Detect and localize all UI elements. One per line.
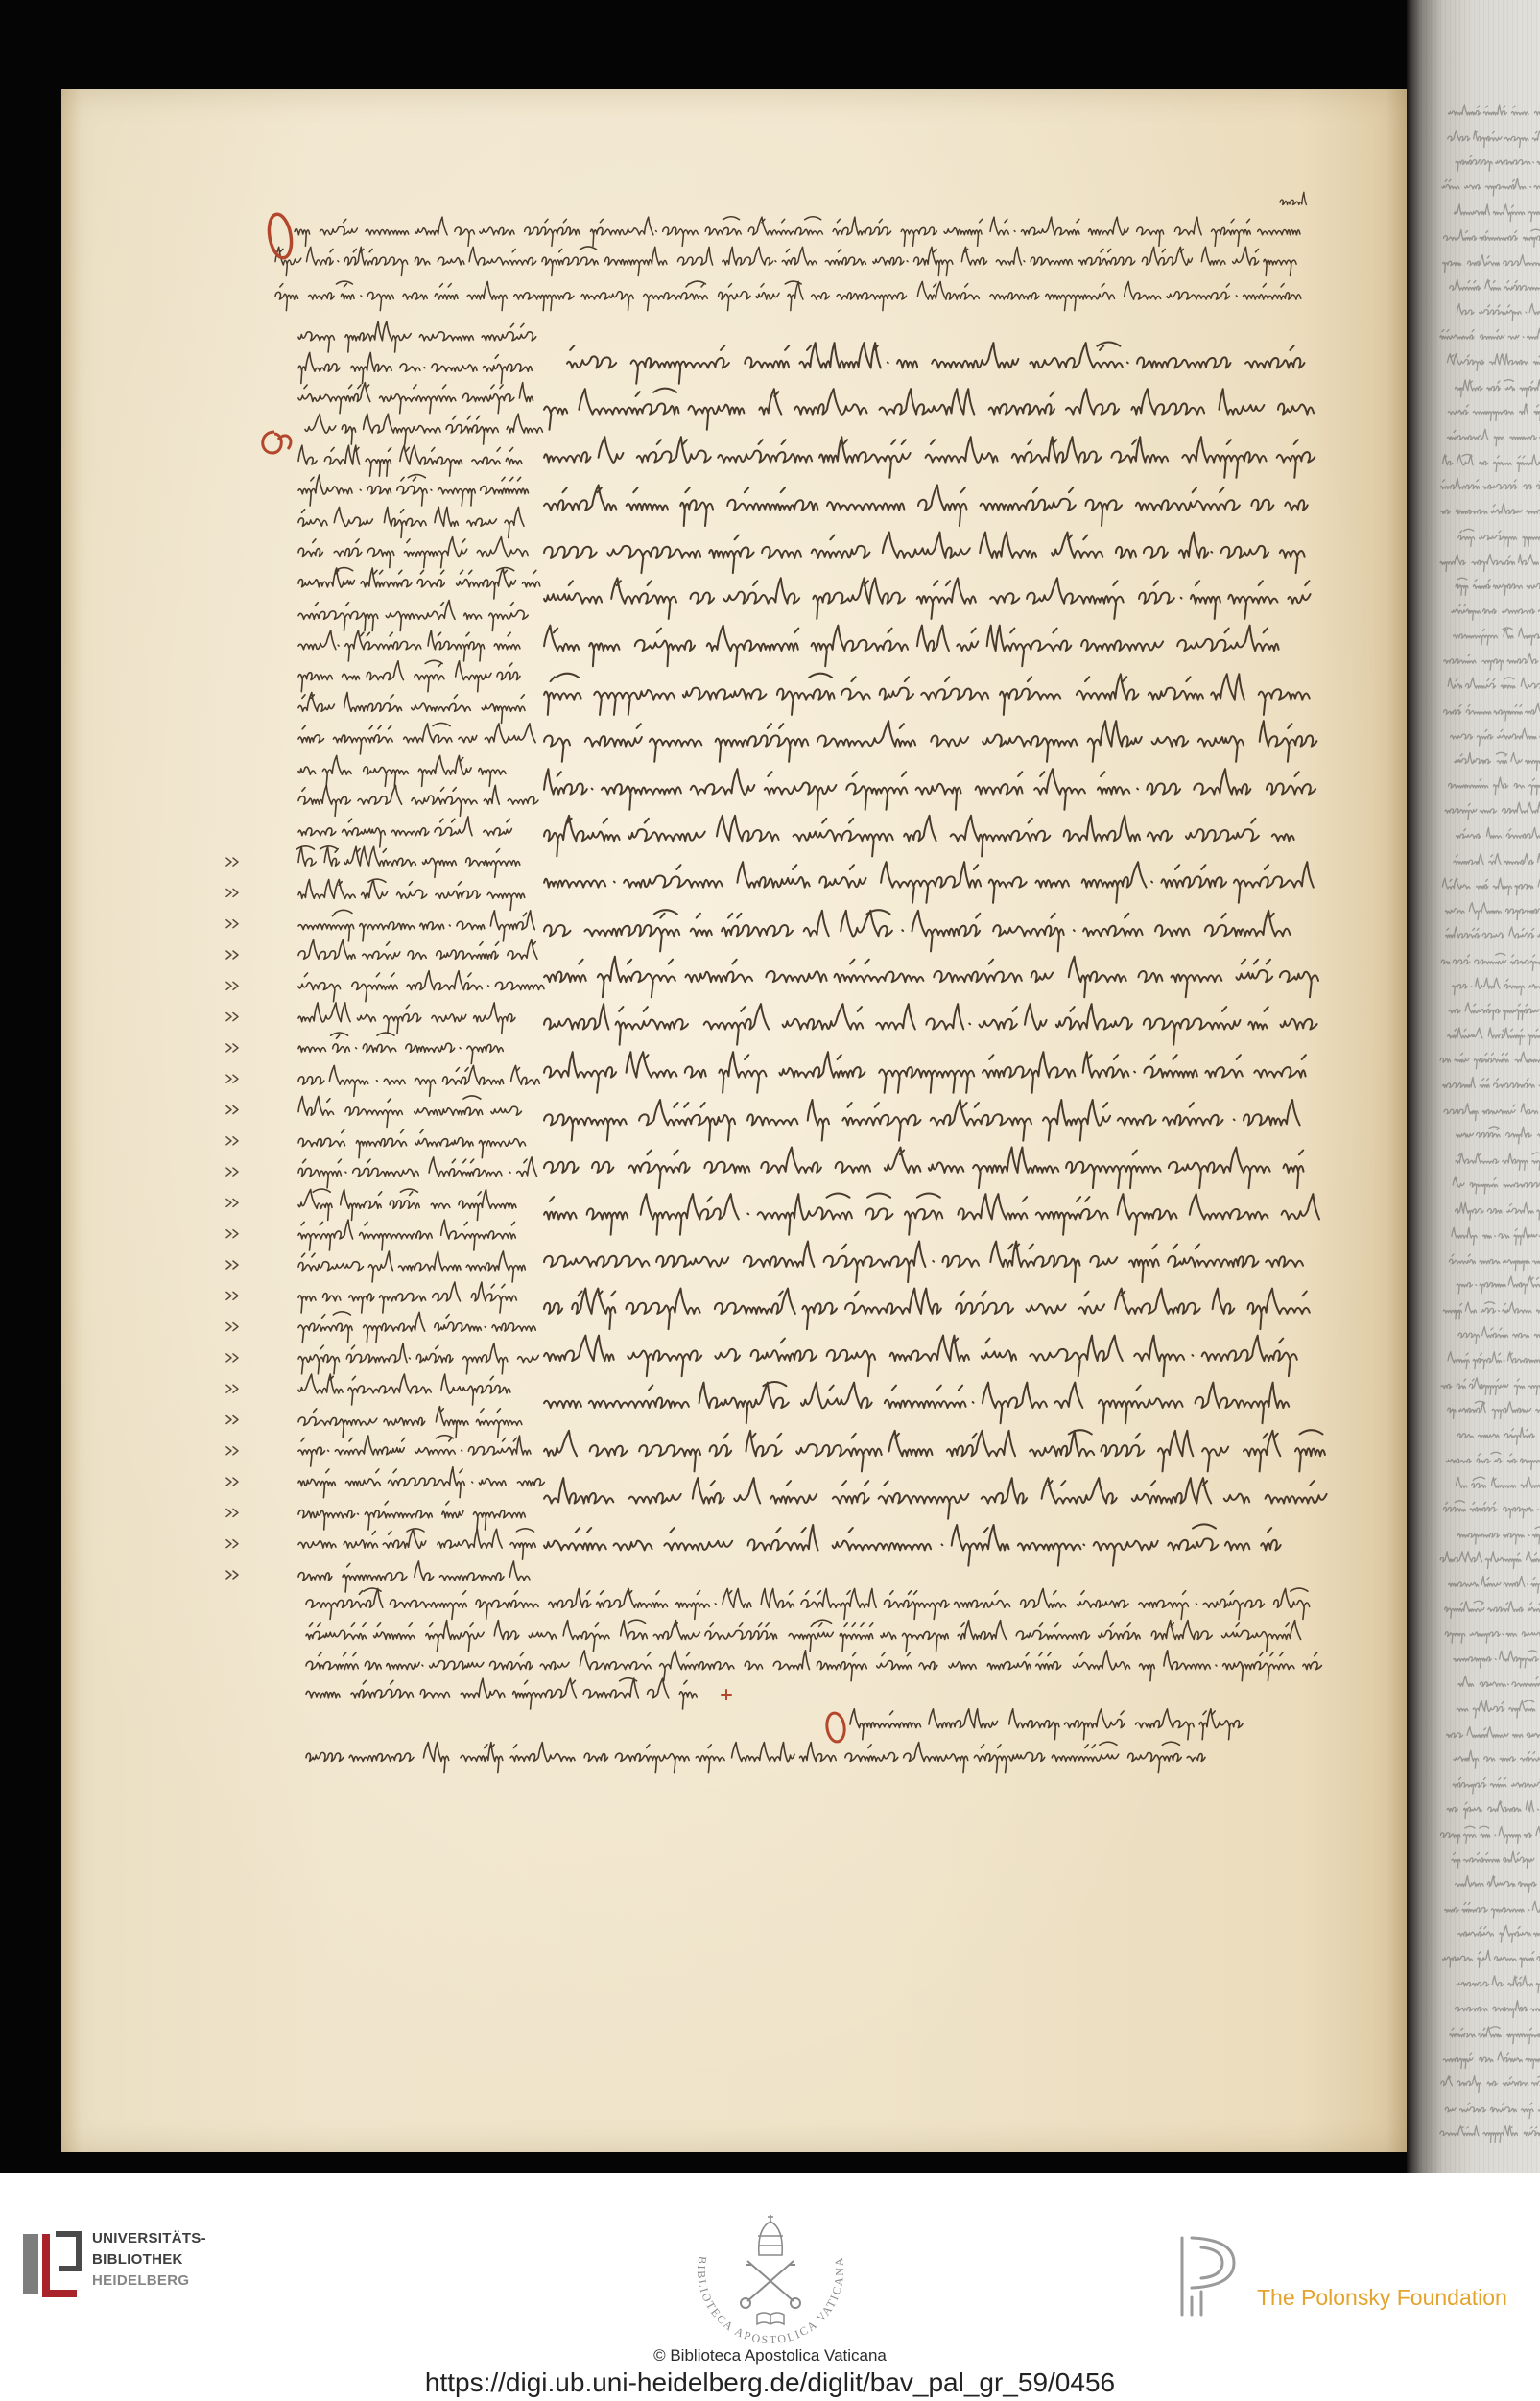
- manuscript-line: [544, 626, 1279, 667]
- adjacent-leaf-text-line: [1456, 578, 1540, 595]
- manuscript-line: [298, 1189, 516, 1220]
- adjacent-leaf-text-line: [1457, 1427, 1540, 1444]
- adjacent-leaf-text-line: [1445, 1601, 1540, 1618]
- margin-quotation-mark: [226, 1199, 238, 1206]
- adjacent-leaf-text-line: [1454, 1750, 1540, 1768]
- adjacent-leaf-text-line: [1457, 1276, 1540, 1294]
- adjacent-leaf-text-line: [1446, 1452, 1540, 1469]
- adjacent-leaf-text-line: [1443, 229, 1540, 247]
- ub-logo-line: BIBLIOTHEK: [92, 2251, 183, 2268]
- adjacent-leaf-text-line: [1448, 678, 1540, 695]
- adjacent-leaf-text-line: [1443, 1078, 1540, 1095]
- margin-quotation-mark: [226, 889, 238, 896]
- manuscript-line: [298, 693, 525, 724]
- adjacent-leaf-text-line: [1458, 1925, 1540, 1942]
- papal-tiara-icon: [758, 2215, 783, 2255]
- adjacent-leaf-text-line: [1450, 279, 1540, 290]
- manuscript-line: [544, 485, 1308, 526]
- manuscript-line: [544, 1524, 1281, 1565]
- manuscript-line: [298, 1407, 522, 1438]
- margin-quotation-mark: [226, 1571, 238, 1579]
- adjacent-leaf-text-line: [1441, 2075, 1540, 2092]
- manuscript-line: [298, 1251, 525, 1282]
- margin-quotation-mark: [226, 858, 238, 866]
- manuscript-line: [298, 321, 536, 352]
- margin-quotation-mark: [226, 1013, 238, 1021]
- manuscript-line: [544, 816, 1294, 857]
- manuscript-line: [306, 1588, 1310, 1619]
- adjacent-leaf-text-line: [1440, 555, 1540, 572]
- adjacent-leaf-text-line: [1458, 1327, 1540, 1344]
- manuscript-superscript-note: [1280, 192, 1306, 204]
- crossed-keys-icon: [741, 2261, 800, 2308]
- margin-quotation-mark: [226, 1478, 238, 1486]
- margin-quotation-mark: [226, 1447, 238, 1455]
- manuscript-line: [295, 217, 1300, 247]
- adjacent-leaf-text-line: [1445, 903, 1540, 920]
- adjacent-leaf-text-line: [1446, 927, 1540, 944]
- adjacent-leaf-text-line: [1456, 1202, 1540, 1220]
- manuscript-line: [298, 568, 540, 599]
- adjacent-leaf-text-line: [1457, 1527, 1540, 1544]
- manuscript-line: [298, 1343, 538, 1374]
- manuscript-line: [298, 817, 511, 847]
- manuscript-line: [544, 389, 1314, 430]
- adjacent-leaf-text-line: [1456, 1153, 1540, 1170]
- manuscript-line: [298, 1220, 515, 1250]
- margin-quotation-mark: [226, 1292, 238, 1299]
- manuscript-line: [298, 939, 537, 959]
- adjacent-leaf-text-line: [1441, 953, 1540, 970]
- manuscript-line: [544, 1336, 1297, 1377]
- manuscript-line: [306, 1742, 1205, 1772]
- adjacent-leaf-text-line: [1445, 2103, 1540, 2119]
- adjacent-leaf-text-line: [1441, 1378, 1540, 1395]
- adjacent-leaf-text-line: [1454, 1651, 1540, 1668]
- manuscript-line: [544, 769, 1315, 810]
- adjacent-leaf-text-line: [1440, 328, 1540, 339]
- adjacent-leaf-text-line: [1447, 1800, 1540, 1818]
- manuscript-line: [298, 507, 524, 537]
- adjacent-leaf-text-line: [1449, 1003, 1540, 1020]
- adjacent-leaf-text-line: [1443, 1302, 1540, 1319]
- manuscript-line: [298, 1561, 530, 1592]
- manuscript-line: [298, 1312, 535, 1343]
- adjacent-leaf-text-line: [1443, 2052, 1540, 2069]
- manuscript-line: [298, 1157, 537, 1188]
- adjacent-leaf-text-line: [1452, 603, 1540, 620]
- margin-quotation-mark: [226, 1416, 238, 1424]
- citation-url: https://digi.ub.uni-heidelberg.de/diglit/bav_pal_gr_59/0456: [424, 2367, 1116, 2397]
- manuscript-line: [298, 601, 528, 631]
- adjacent-leaf-text-line: [1440, 1552, 1540, 1569]
- manuscript-line: [544, 437, 1315, 478]
- adjacent-leaf-text-line: [1444, 703, 1540, 721]
- manuscript-line: [544, 1242, 1303, 1283]
- manuscript-line: [298, 1129, 526, 1158]
- adjacent-leaf-text-line: [1455, 2001, 1540, 2018]
- adjacent-leaf-text-line: [1449, 1576, 1540, 1593]
- adjacent-leaf-text-line: [1448, 131, 1540, 148]
- margin-quotation-mark: [226, 1168, 238, 1176]
- adjacent-leaf-text-line: [1453, 1778, 1540, 1795]
- manuscript-line: [544, 910, 1291, 951]
- margin-quotation-mark: [226, 1385, 238, 1392]
- adjacent-leaf-text-line: [1443, 1501, 1540, 1518]
- svg-text:BIBLIOTECA APOSTOLICA VATICANA: [695, 2255, 846, 2346]
- manuscript-line: [544, 1004, 1317, 1045]
- margin-quotation-mark: [226, 1261, 238, 1269]
- manuscript-line: [544, 1289, 1310, 1330]
- adjacent-leaf-text-line: [1448, 429, 1540, 446]
- manuscript-line: [544, 1148, 1304, 1189]
- manuscript-line: [544, 674, 1310, 715]
- polonsky-foundation-name[interactable]: The Polonsky Foundation: [1257, 2285, 1507, 2310]
- ub-logo-line: HEIDELBERG: [92, 2272, 190, 2289]
- manuscript-line: [298, 352, 532, 383]
- rubricated-initial: [825, 1712, 846, 1743]
- rubricated-mark: [722, 1690, 731, 1700]
- adjacent-leaf-text-line: [1445, 1901, 1540, 1918]
- manuscript-line: [544, 578, 1311, 619]
- manuscript-line: [298, 971, 544, 1002]
- manuscript-line: [298, 1467, 544, 1498]
- manuscript-line: [298, 660, 520, 691]
- seal-text: BIBLIOTECA APOSTOLICA VATICANA: [694, 2255, 847, 2347]
- manuscript-line: [544, 957, 1318, 998]
- margin-quotation-mark: [226, 1354, 238, 1362]
- adjacent-leaf-text-line: [1443, 454, 1540, 471]
- manuscript-line: [296, 846, 519, 877]
- manuscript-line: [544, 1052, 1306, 1093]
- adjacent-leaf-text-line: [1440, 1826, 1540, 1843]
- adjacent-leaf-text-line: [1440, 1052, 1540, 1069]
- adjacent-leaf-text-line: [1456, 380, 1540, 397]
- adjacent-leaf-text-line: [1441, 504, 1540, 514]
- adjacent-leaf-text-line: [1442, 178, 1540, 196]
- ub-logo-line: UNIVERSITÄTS-: [92, 2230, 206, 2246]
- manuscript-line: [298, 1436, 531, 1466]
- manuscript-line: [306, 1651, 1321, 1681]
- adjacent-leaf-text-line: [1458, 1676, 1540, 1694]
- adjacent-leaf-text-line: [1443, 255, 1540, 273]
- manuscript-line: [298, 1096, 521, 1127]
- adjacent-leaf-text-line: [1449, 105, 1540, 122]
- adjacent-leaf-text-line: [1454, 204, 1540, 222]
- manuscript-line: [298, 1282, 516, 1313]
- adjacent-leaf-text-line: [1457, 1700, 1540, 1718]
- margin-quotation-mark: [226, 1323, 238, 1331]
- adjacent-leaf-text-line: [1444, 653, 1540, 670]
- margin-quotation-mark: [226, 1540, 238, 1548]
- adjacent-leaf-text-line: [1457, 1127, 1540, 1144]
- manuscript-line: [298, 1501, 525, 1530]
- adjacent-leaf-text-line: [1445, 802, 1540, 820]
- adjacent-leaf-text-line: [1451, 728, 1540, 746]
- margin-quotation-mark: [226, 982, 238, 989]
- manuscript-line: [298, 630, 520, 661]
- manuscript-line: [298, 1065, 539, 1096]
- copyright-notice: © Biblioteca Apostolica Vaticana: [653, 2346, 887, 2365]
- manuscript-line: [298, 445, 522, 476]
- adjacent-leaf-text-line: [1440, 479, 1540, 496]
- adjacent-leaf-text-line: [1449, 1253, 1540, 1271]
- open-book-icon: [757, 2313, 784, 2324]
- adjacent-leaf-text-line: [1450, 2027, 1540, 2044]
- manuscript-line: [298, 1003, 515, 1034]
- manuscript-line: [544, 1430, 1325, 1471]
- manuscript-line: [298, 755, 506, 786]
- manuscript-line: [298, 1374, 510, 1405]
- adjacent-leaf-text-line: [1440, 2126, 1540, 2143]
- adjacent-leaf-text-line: [1445, 1628, 1540, 1644]
- adjacent-leaf-text-line: [1448, 354, 1540, 371]
- manuscript-line: [298, 475, 529, 506]
- rubricated-initial: [263, 432, 291, 453]
- manuscript-line: [298, 723, 535, 753]
- manuscript-line: [306, 1620, 1301, 1651]
- margin-quotation-mark: [226, 1230, 238, 1238]
- manuscript-line: [306, 1678, 697, 1709]
- adjacent-leaf-text-line: [1452, 1851, 1540, 1868]
- adjacent-leaf-text-line: [1455, 752, 1540, 770]
- manuscript-line: [305, 414, 542, 444]
- manuscript-line: [544, 1382, 1289, 1423]
- manuscript-line: [544, 533, 1305, 574]
- adjacent-leaf-text-line: [1457, 303, 1540, 321]
- margin-quotation-mark: [226, 951, 238, 959]
- adjacent-leaf-text-line: [1454, 854, 1540, 871]
- manuscript-line: [544, 721, 1316, 762]
- adjacent-leaf-text-line: [1456, 1876, 1540, 1893]
- ub-heidelberg-mark-icon[interactable]: [17, 2226, 86, 2301]
- manuscript-line: [275, 247, 1296, 276]
- margin-quotation-mark: [226, 1137, 238, 1145]
- adjacent-leaf-text-line: [1456, 154, 1540, 171]
- adjacent-leaf-text-line: [1448, 404, 1540, 421]
- manuscript-line: [850, 1709, 1243, 1740]
- adjacent-leaf-text-line: [1444, 1104, 1540, 1121]
- footer-bar: [0, 2173, 1540, 2401]
- manuscript-line: [298, 879, 525, 910]
- adjacent-leaf-text-line: [1442, 878, 1540, 895]
- adjacent-leaf-text-line: [1456, 1477, 1540, 1487]
- adjacent-leaf-text-line: [1454, 628, 1540, 645]
- manuscript-line: [298, 785, 538, 816]
- adjacent-leaf-text-line: [1448, 1028, 1540, 1045]
- margin-quotation-mark: [226, 1075, 238, 1082]
- manuscript-line: [544, 1100, 1300, 1141]
- adjacent-leaf-text-line: [1443, 1950, 1540, 1967]
- adjacent-leaf-text-line: [1453, 978, 1540, 995]
- manuscript-line: [544, 862, 1314, 903]
- manuscript-line: [567, 343, 1305, 384]
- manuscript-line: [298, 383, 533, 414]
- margin-quotation-mark: [226, 920, 238, 928]
- adjacent-leaf-text-line: [1447, 1727, 1540, 1745]
- manuscript-line: [298, 1033, 503, 1063]
- adjacent-leaf-text-line: [1449, 777, 1540, 795]
- adjacent-leaf-text-line: [1457, 827, 1540, 838]
- adjacent-leaf-text-line: [1458, 529, 1540, 546]
- manuscript-line: [298, 1529, 535, 1559]
- manuscript-line: [298, 537, 528, 568]
- ub-heidelberg-logo-text[interactable]: [92, 2228, 206, 2292]
- margin-quotation-mark: [226, 1106, 238, 1114]
- adjacent-leaf-text-line: [1453, 1177, 1540, 1194]
- margin-quotation-mark: [226, 1509, 238, 1516]
- manuscript-line: [544, 1194, 1319, 1235]
- adjacent-leaf-text-line: [1448, 1401, 1540, 1418]
- polonsky-mark-icon[interactable]: [1174, 2232, 1251, 2320]
- adjacent-leaf-text-line: [1448, 1352, 1540, 1369]
- manuscript-line: [298, 910, 534, 940]
- manuscript-line: [544, 1478, 1327, 1519]
- adjacent-leaf-text-line: [1452, 1227, 1540, 1245]
- adjacent-leaf-text-line: [1457, 1976, 1540, 1993]
- margin-quotation-mark: [226, 1044, 238, 1052]
- manuscript-line: [275, 281, 1301, 311]
- vatican-library-seal-icon[interactable]: [675, 2207, 866, 2351]
